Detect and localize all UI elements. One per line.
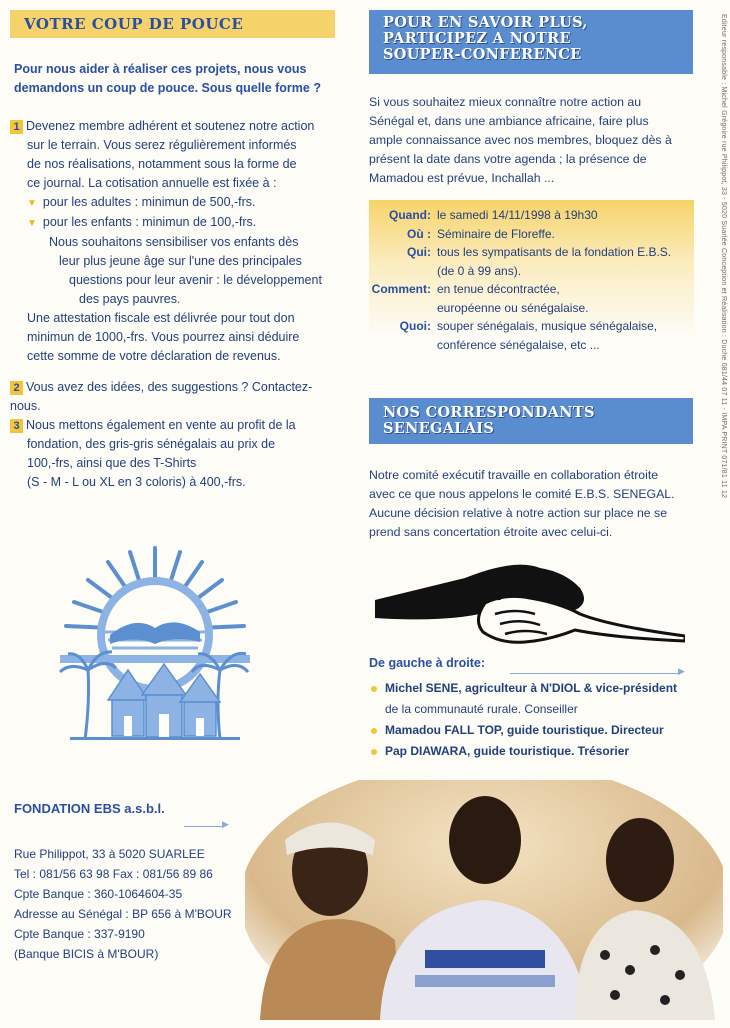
foundation-divider <box>184 826 224 827</box>
event-quand: Quand: le samedi 14/11/1998 à 19h30 <box>389 208 598 222</box>
item-number-2: 2 <box>10 381 23 395</box>
arrow-icon: ▶ <box>678 666 685 676</box>
sun-village-logo <box>50 540 260 750</box>
event-quoi: Quoi: souper sénégalais, musique sénégalaise, conférence sénégalaise, etc ... <box>399 319 658 352</box>
item-1: 1 Devenez membre adhérent et soutenez notre action sur le terrain. Vous serez régulièrement informés de nos réalisations, notamment sous la forme de ce journal. La cotisation annuelle est fixée à : ▼ pour les adultes : minimun de 500,-frs. ▼ pour les enfants : minimun de 100,-frs. Nous souhaitons sensibiliser vos enfants dès leur plus jeune âge sur l'une des principales questions pour leur avenir : le développement des pays pauvres. Une attestation fiscale est délivrée pour tout don minimun de 1000,-frs. Vous pourrez ainsi déduire cette somme de votre déclaration de revenus. <box>10 117 340 366</box>
intro-text: Pour nous aider à réaliser ces projets, nous vous demandons un coup de pouce. Sous quelle forme ? <box>14 62 321 95</box>
item-2: 2 Vous avez des idées, des suggestions ? Contactez-nous. <box>10 380 313 413</box>
bullet-dot-icon <box>371 686 377 692</box>
triangle-bullet-icon: ▼ <box>27 198 37 209</box>
handshake-illustration <box>375 548 685 658</box>
event-details <box>369 206 694 354</box>
event-ou: Où : Séminaire de Floreffe. <box>407 226 555 241</box>
bullet-dot-icon <box>371 728 377 734</box>
souper-heading: POUR EN SAVOIR PLUS, PARTICIPEZ A NOTRE SOUPER-CONFERENCE <box>369 10 693 74</box>
correspondants-text: Notre comité exécutif travaille en collaboration étroite avec ce que nous appelons le comité E.B.S. SENEGAL. Aucune décision relative à notre action sur place ne se prend sans concertation étroite avec celui-ci. <box>369 468 675 539</box>
bullet-children: ▼ pour les enfants : minimun de 100,-frs. <box>27 215 257 229</box>
coup-de-pouce-heading: VOTRE COUP DE POUCE <box>10 10 335 38</box>
people-list: Michel SENE, agriculteur à N'DIOL & vice-président de la communauté rurale. Conseiller Mamadou FALL TOP, guide touristique. Directeur Pap DIAWARA, guide touristique. Trésorier <box>371 678 701 762</box>
event-comment: Comment: en tenue décontractée, européenne ou sénégalaise. <box>371 282 589 315</box>
arrow-icon: ▶ <box>222 819 229 829</box>
foundation-name: FONDATION EBS a.s.b.l. <box>14 801 165 816</box>
person-2: Mamadou FALL TOP, guide touristique. Directeur <box>371 720 701 741</box>
item-3: 3 Nous mettons également en vente au profit de la fondation, des gris-gris sénégalais au prix de 100,-frs, ainsi que des T-Shirts (S - M - L ou XL en 3 coloris) à 400,-frs. <box>10 416 340 492</box>
triangle-bullet-icon: ▼ <box>27 218 37 229</box>
souper-text: Si vous souhaitez mieux connaître notre action au Sénégal et, dans une ambiance africaine, faire plus ample connaissance avec nos membres, bloquez dès à présent la date dans votre agenda ; la présence de Mamadou est prévue, Inchallah ... <box>369 95 672 185</box>
item-number-1: 1 <box>10 120 23 134</box>
bullet-adults: ▼ pour les adultes : minimun de 500,-frs. <box>27 195 256 209</box>
gauche-label: De gauche à droite: <box>369 656 485 670</box>
photo-three-men <box>245 780 723 1020</box>
gauche-divider <box>510 673 680 674</box>
bullet-dot-icon <box>371 749 377 755</box>
person-3: Pap DIAWARA, guide touristique. Trésorier <box>371 741 701 762</box>
item-number-3: 3 <box>10 419 23 433</box>
side-credits: Editeur responsable : Michel Grégoire rue Philippot, 33 - 5020 Suarlée Conception et Réalisation : Duche 081/44 07 11 - IMPA PRINT 071/81 11 12 <box>720 14 727 499</box>
person-1: Michel SENE, agriculteur à N'DIOL & vice-président <box>371 678 701 699</box>
correspondants-heading: NOS CORRESPONDANTS SENEGALAIS <box>369 398 693 444</box>
event-qui: Qui: tous les sympatisants de la fondation E.B.S. (de 0 à 99 ans). <box>407 245 672 278</box>
foundation-address: Rue Philippot, 33 à 5020 SUARLEE Tel : 081/56 63 98 Fax : 081/56 89 86 Cpte Banque : 360-1064604-35 Adresse au Sénégal : BP 656 à M'BOUR Cpte Banque : 337-9190 (Banque BICIS à M'BOUR) <box>14 847 232 961</box>
